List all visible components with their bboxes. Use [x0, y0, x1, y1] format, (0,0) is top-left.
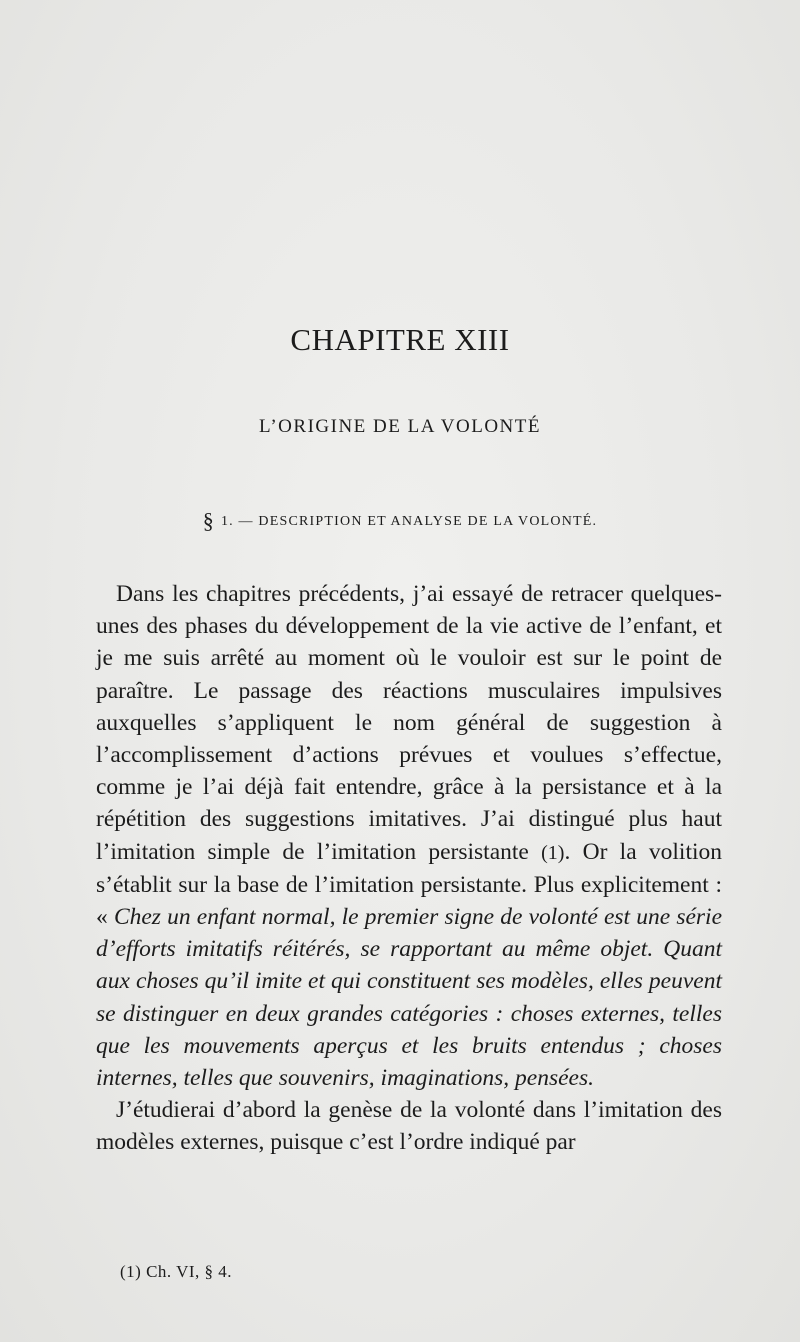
- paragraph-1: [96, 578, 722, 1094]
- section-heading: [0, 508, 800, 534]
- chapter-title: CHAPITRE XIII: [290, 322, 510, 357]
- paragraph-2: J’étudierai d’abord la genèse de la volonté dans l’imitation des modèles externes, puisque c’est l’ordre indiqué par: [96, 1097, 722, 1156]
- footnote-reference: (1): [541, 841, 565, 864]
- chapter-subtitle: L’ORIGINE DE LA VOLONTÉ: [258, 416, 541, 437]
- section-symbol: §: [202, 508, 215, 533]
- body-text: [96, 578, 722, 1159]
- section-label: 1. — DESCRIPTION ET ANALYSE DE LA VOLONTÉ.: [220, 514, 598, 529]
- paragraph-1-text-a: Dans les chapitres précédents, j’ai essayé de retracer quelques-unes des phases du développement de la vie active de l’enfant, et je me suis arrêté au moment où le vouloir est sur le point de paraître. Le passage des réactions musculaires impulsives auxquelles s’appliquent le nom général de suggestion à l’accomplissement d’actions prévues et voulues s’effectue, comme je l’ai déjà fait entendre, grâce à la persistance et à la répétition des suggestions imitatives. J’ai distingué plus haut l’imitation simple de l’imitation persistante: [96, 581, 722, 865]
- paragraph-1-text-b: . Or la volition s’établit sur la base de l’imitation persistante. Plus explicitement : «: [96, 838, 723, 931]
- footnote: (1) Ch. VI, § 4.: [120, 1262, 233, 1281]
- paragraph-1-quote: Chez un enfant normal, le premier signe de volonté est une série d’efforts imitatifs réitérés, se rapportant au même objet. Quant aux choses qu’il imite et qui constituent ses modèles, elles peuvent se distinguer en deux grandes catégories : choses externes, telles que les mouvements aperçus et les bruits entendus ; choses internes, telles que souvenirs, imaginations, pensées.: [96, 904, 723, 1092]
